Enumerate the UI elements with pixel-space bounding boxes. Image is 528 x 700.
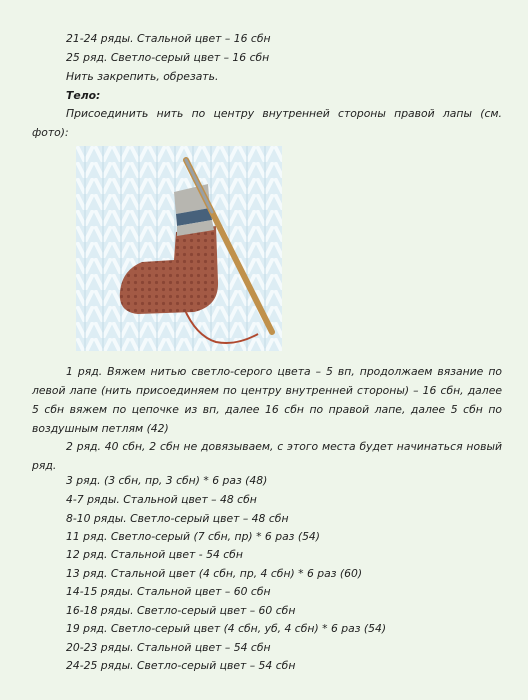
text-line-2: 25 ряд. Светло-серый цвет – 16 сбн [66,51,270,64]
list-item: 8-10 ряды. Светло-серый цвет – 48 сбн [66,512,289,525]
list-item: 3 ряд. (3 сбн, пр, 3 сбн) * 6 раз (48) [66,474,268,487]
list-item: 4-7 ряды. Стальной цвет – 48 сбн [66,493,257,506]
text-line-3: Нить закрепить, обрезать. [66,70,219,83]
list-item: 24-25 ряды. Светло-серый цвет – 54 сбн [66,659,296,672]
row-2-paragraph: 2 ряд. 40 сбн, 2 сбн не довязываем, с этого места будет начинаться новый ряд. [32,440,502,472]
list-item: 16-18 ряды. Светло-серый цвет – 60 сбн [66,604,296,617]
list-item: 19 ряд. Светло-серый цвет (4 сбн, уб, 4 сбн) * 6 раз (54) [66,622,387,635]
row-1-paragraph: 1 ряд. Вяжем нитью светло-серого цвета – 5 вп, продолжаем вязание по левой лапе (нить присоединяем по центру внутренней стороны) – 16 сбн, далее 5 сбн вяжем по цепочке из вп, далее 16 сбн по правой лапе, далее 5 сбн по воздушным петлям (42) [32,365,502,435]
paw-photo-illustration [76,146,282,351]
list-item: 14-15 ряды. Стальной цвет – 60 сбн [66,585,271,598]
list-item: 12 ряд. Стальной цвет - 54 сбн [66,548,243,561]
list-item: 20-23 ряды. Стальной цвет – 54 сбн [66,641,271,654]
text-line-1: 21-24 ряды. Стальной цвет – 16 сбн [66,32,271,45]
list-item: 11 ряд. Светло-серый (7 сбн, пр) * 6 раз (54) [66,530,321,543]
section-heading: Тело: [66,89,101,102]
intro-paragraph: Присоединить нить по центру внутренней стороны правой лапы (см. фото): [32,107,502,139]
list-item: 13 ряд. Стальной цвет (4 сбн, пр, 4 сбн) * 6 раз (60) [66,567,363,580]
paw-photo [76,146,282,351]
